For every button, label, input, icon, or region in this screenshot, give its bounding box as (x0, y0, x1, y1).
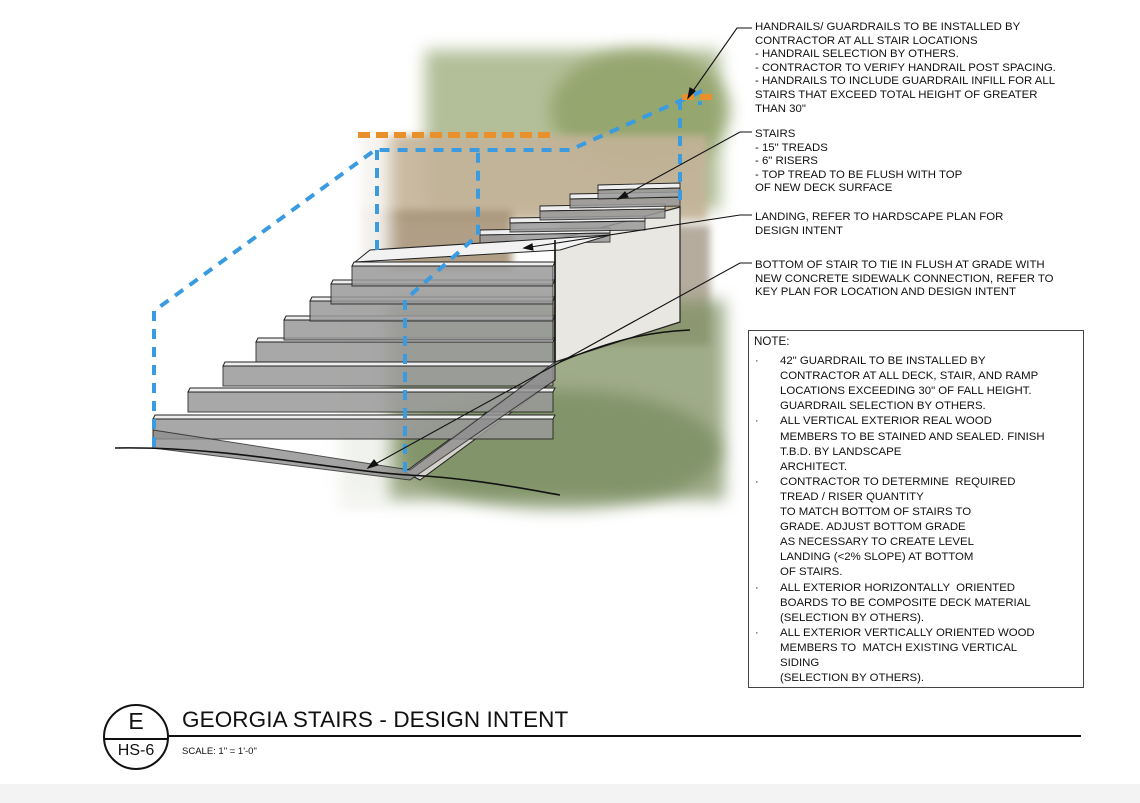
note-line: OF STAIRS. (780, 566, 843, 579)
callout-line: OF NEW DECK SURFACE (755, 182, 893, 195)
callout-line: HANDRAILS/ GUARDRAILS TO BE INSTALLED BY (755, 21, 1021, 33)
detail-tag-divider (105, 738, 167, 740)
note-line: ALL EXTERIOR HORIZONTALLY ORIENTED (780, 581, 1016, 594)
stair-riser (331, 284, 553, 304)
callout-line: STAIRS (755, 128, 796, 140)
drawing-title: GEORGIA STAIRS - DESIGN INTENT (182, 707, 569, 732)
stair-riser (284, 320, 553, 340)
title-underline (168, 735, 1081, 737)
note-bullet: · (755, 626, 759, 639)
detail-tag (103, 704, 169, 770)
note-line: BOARDS TO BE COMPOSITE DECK MATERIAL (780, 596, 1031, 609)
note-line: (SELECTION BY OTHERS). (780, 611, 925, 624)
callout-line: LANDING, REFER TO HARDSCAPE PLAN FOR (755, 211, 1004, 223)
note-line: (SELECTION BY OTHERS). (780, 672, 925, 685)
detail-letter: E (128, 708, 144, 734)
note-bullet: · (755, 355, 759, 367)
callout-line: THAN 30" (755, 102, 806, 115)
upper-stair-riser (510, 221, 645, 232)
note-line: CONTRACTOR TO DETERMINE REQUIRED (780, 475, 1016, 488)
stair-riser (223, 366, 553, 386)
note-line: TREAD / RISER QUANTITY (780, 490, 924, 503)
note-line: SIDING (780, 657, 820, 669)
note-line: CONTRACTOR AT ALL DECK, STAIR, AND RAMP (780, 370, 1039, 383)
note-line: ARCHITECT. (780, 460, 848, 473)
callout-line: CONTRACTOR AT ALL STAIR LOCATIONS (755, 34, 978, 47)
page-footer-band (0, 784, 1140, 803)
stair-riser (352, 266, 553, 286)
callout-line: - CONTRACTOR TO VERIFY HANDRAIL POST SPACING. (755, 61, 1056, 74)
upper-stair-riser (598, 188, 680, 199)
note-line: T.B.D. BY LANDSCAPE (780, 445, 902, 458)
callout-line: KEY PLAN FOR LOCATION AND DESIGN INTENT (755, 286, 1016, 299)
callout-line: - TOP TREAD TO BE FLUSH WITH TOP (755, 168, 963, 181)
note-line: GRADE. ADJUST BOTTOM GRADE (780, 521, 966, 534)
note-bullet: · (755, 475, 759, 488)
callout-line: BOTTOM OF STAIR TO TIE IN FLUSH AT GRADE WITH (755, 259, 1045, 271)
callout-landing (755, 211, 1003, 238)
callout-line: - HANDRAIL SELECTION BY OTHERS. (755, 48, 959, 61)
note-line: MEMBERS TO BE STAINED AND SEALED. FINISH (780, 430, 1045, 443)
upper-stair-riser (540, 209, 665, 220)
stair-tread (223, 362, 555, 366)
notes-title: NOTE: (754, 335, 790, 348)
note-line: MEMBERS TO MATCH EXISTING VERTICAL (780, 641, 1018, 654)
callout-handrails (755, 21, 1056, 116)
note-bullet: · (755, 581, 759, 594)
callout-line: NEW CONCRETE SIDEWALK CONNECTION, REFER TO (755, 272, 1054, 285)
scale-label: SCALE: 1" = 1'-0" (182, 746, 257, 757)
callout-line: - 6" RISERS (755, 155, 818, 168)
callout-line: STAIRS THAT EXCEED TOTAL HEIGHT OF GREATER (755, 88, 1038, 101)
note-line: AS NECESSARY TO CREATE LEVEL (780, 536, 974, 549)
callout-stairs (755, 128, 962, 196)
note-bullet: · (755, 415, 759, 428)
callout-line: - HANDRAILS TO INCLUDE GUARDRAIL INFILL FOR ALL (755, 75, 1056, 88)
callout-line: - 15" TREADS (755, 141, 828, 154)
stair-tread (352, 262, 555, 266)
stair-tread (188, 388, 555, 392)
note-line: TO MATCH BOTTOM OF STAIRS TO (780, 506, 972, 518)
callout-line: DESIGN INTENT (755, 224, 843, 237)
note-line: 42" GUARDRAIL TO BE INSTALLED BY (780, 355, 986, 367)
callout-bottom (755, 259, 1054, 300)
note-line: LANDING (<2% SLOPE) AT BOTTOM (780, 551, 974, 564)
note-line: ALL EXTERIOR VERTICALLY ORIENTED WOOD (780, 626, 1035, 639)
note-line: GUARDRAIL SELECTION BY OTHERS. (780, 400, 986, 413)
note-line: LOCATIONS EXCEEDING 30" OF FALL HEIGHT. (780, 385, 1032, 398)
note-line: ALL VERTICAL EXTERIOR REAL WOOD (780, 415, 992, 428)
sheet-number: HS-6 (117, 742, 155, 759)
notes-box (748, 330, 1084, 688)
